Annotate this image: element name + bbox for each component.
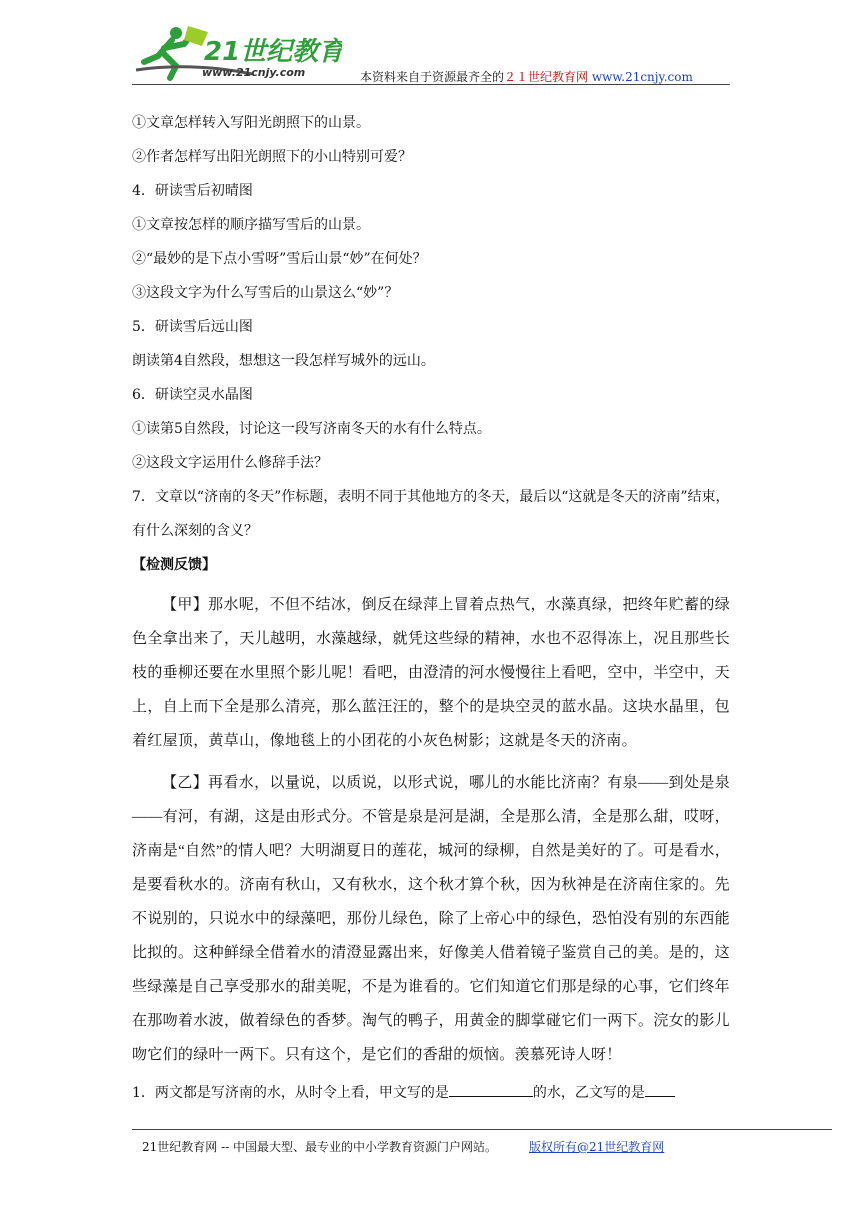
question-7: 7．文章以“济南的冬天”作标题，表明不同于其他地方的冬天，最后以“这就是冬天的济南”结束，有什么深刻的含义？ — [132, 489, 730, 539]
section-heading: 4．研读雪后初晴图 — [132, 183, 253, 199]
logo — [132, 22, 342, 82]
logo-runner-icon — [132, 22, 342, 82]
question-line: ③这段文字为什么写雪后的山景这么“妙”？ — [132, 285, 399, 301]
header-divider — [132, 84, 730, 85]
header-note-prefix: 本资料来自于资源最齐全的 — [360, 70, 505, 84]
footer — [142, 1138, 664, 1155]
footer-text: 21世纪教育网 -- 中国最大型、最专业的中小学教育资源门户网站。 — [142, 1140, 498, 1154]
passage-b: 【乙】再看水，以量说，以质说，以形式说，哪儿的水能比济南？有泉——到处是泉——有河，有湖，这是由形式分。不管是泉是河是湖，全是那么清，全是那么甜，哎呀，济南是“自然”的情人吧？大明湖夏日的莲花，城河的绿柳，自然是美好的了。可是看水，是要看秋水的。济南有秋山，又有秋水，这个秋才算个秋，因为秋神是在济南住家的。先不说别的，只说水中的绿藻吧，那份儿绿色，除了上帝心中的绿色，恐怕没有别的东西能比拟的。这种鲜绿全借着水的清澄显露出来，好像美人借着镜子鉴赏自己的美。是的，这些绿藻是自己享受那水的甜美呢，不是为谁看的。它们知道它们那是绿的心事，它们终年在那吻着水波，做着绿色的香梦。淘气的鸭子，用黄金的脚掌碰它们一两下。浣女的影儿吻它们的绿叶一两下。只有这个，是它们的香甜的烦恼。羡慕死诗人呀！ — [132, 775, 730, 1063]
question-1-part1: 1．两文都是写济南的水，从时令上看，甲文写的是 — [132, 1085, 449, 1101]
logo-url: www.21cnjy.com — [202, 66, 306, 79]
passage-a: 【甲】那水呢，不但不结冰，倒反在绿萍上冒着点热气，水藻真绿，把终年贮蓄的绿色全拿出来了，天儿越明，水藻越绿，就凭这些绿的精神，水也不忍得冻上，况且那些长枝的垂柳还要在水里照个影儿呢！看吧，由澄清的河水慢慢往上看吧，空中，半空中，天上，自上而下全是那么清亮，那么蓝汪汪的，整个的是块空灵的蓝水晶。这块水晶里，包着红屋顶，黄草山，像地毯上的小团花的小灰色树影；这就是冬天的济南。 — [132, 597, 730, 749]
question-1-part2: 的水，乙文写的是 — [532, 1085, 645, 1101]
question-line: ②作者怎样写出阳光朗照下的小山特别可爱？ — [132, 149, 412, 165]
document-body — [132, 112, 730, 1110]
section-heading: 6．研读空灵水晶图 — [132, 387, 253, 403]
feedback-title: 【检测反馈】 — [132, 557, 216, 573]
question-line: ①读第5自然段，讨论这一段写济南冬天的水有什么特点。 — [132, 421, 491, 437]
logo-text: 21世纪教育 — [204, 37, 342, 67]
copyright-link[interactable]: 版权所有@21世纪教育网 — [529, 1140, 665, 1154]
answer-blank-1[interactable] — [449, 1078, 533, 1097]
header-note — [360, 68, 693, 85]
section-heading: 5．研读雪后远山图 — [132, 319, 253, 335]
question-line: ①文章怎样转入写阳光朗照下的山景。 — [132, 115, 370, 131]
question-line: 朗读第4自然段，想想这一段怎样写城外的远山。 — [132, 353, 435, 369]
header-note-site[interactable]: ２１世纪教育网 — [504, 70, 589, 84]
question-line: ②“最妙的是下点小雪呀”雪后山景“妙”在何处？ — [132, 251, 427, 267]
header-note-url[interactable]: www.21cnjy.com — [591, 70, 693, 84]
answer-blank-2[interactable] — [645, 1078, 675, 1097]
question-1 — [132, 1076, 730, 1110]
question-line: ②这段文字运用什么修辞手法？ — [132, 455, 328, 471]
question-line: ①文章按怎样的顺序描写雪后的山景。 — [132, 217, 370, 233]
footer-divider — [132, 1129, 832, 1130]
